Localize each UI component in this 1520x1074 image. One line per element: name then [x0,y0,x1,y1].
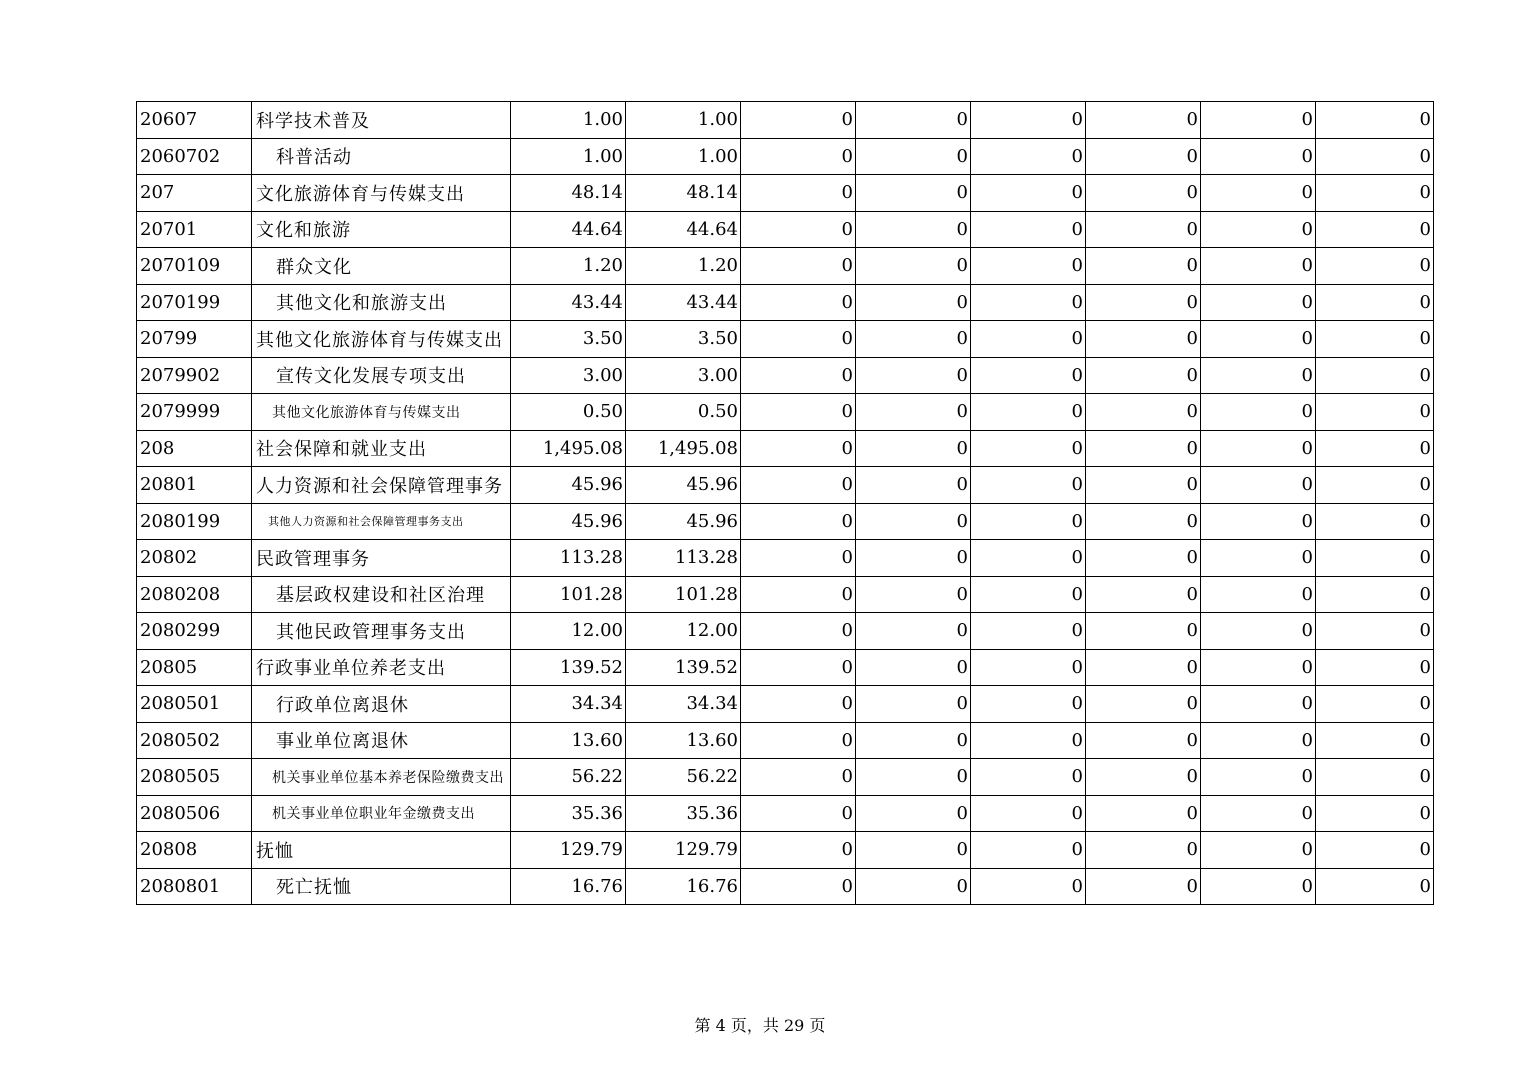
zero-amount-cell: 0 [1201,211,1316,248]
budget-table [136,101,1434,905]
zero-amount-cell: 0 [1086,467,1201,504]
zero-amount-cell: 0 [856,138,971,175]
zero-amount-cell: 0 [856,175,971,212]
zero-amount-cell: 0 [1086,503,1201,540]
total-amount-cell: 35.36 [511,795,626,832]
subject-code-cell: 20801 [137,467,252,504]
table-row [137,686,1434,723]
zero-amount-cell: 0 [1086,868,1201,905]
zero-amount-cell: 0 [1201,649,1316,686]
table-row [137,649,1434,686]
zero-amount-cell: 0 [856,759,971,796]
zero-amount-cell: 0 [1316,832,1434,869]
total-amount-cell: 1.00 [511,138,626,175]
table-row [137,868,1434,905]
zero-amount-cell: 0 [1316,722,1434,759]
zero-amount-cell: 0 [741,248,856,285]
zero-amount-cell: 0 [741,467,856,504]
subject-code-cell: 20805 [137,649,252,686]
zero-amount-cell: 0 [971,430,1086,467]
zero-amount-cell: 0 [1201,722,1316,759]
subject-code-cell: 20802 [137,540,252,577]
zero-amount-cell: 0 [971,175,1086,212]
general-budget-amount-cell: 129.79 [626,832,741,869]
zero-amount-cell: 0 [1201,467,1316,504]
general-budget-amount-cell: 1.00 [626,138,741,175]
general-budget-amount-cell: 3.50 [626,321,741,358]
zero-amount-cell: 0 [741,357,856,394]
subject-code-cell: 20701 [137,211,252,248]
zero-amount-cell: 0 [971,868,1086,905]
zero-amount-cell: 0 [971,467,1086,504]
zero-amount-cell: 0 [971,357,1086,394]
table-body [137,102,1434,905]
general-budget-amount-cell: 12.00 [626,613,741,650]
general-budget-amount-cell: 16.76 [626,868,741,905]
subject-code-cell: 2080208 [137,576,252,613]
zero-amount-cell: 0 [971,321,1086,358]
zero-amount-cell: 0 [1086,138,1201,175]
total-amount-cell: 1.00 [511,102,626,139]
page-number: 第 4 页，共 29 页 [694,1016,826,1035]
zero-amount-cell: 0 [1086,284,1201,321]
subject-code-cell: 2079902 [137,357,252,394]
subject-name-cell: 死亡抚恤 [252,868,511,905]
subject-name-cell: 人力资源和社会保障管理事务 [252,467,511,504]
table-row [137,613,1434,650]
zero-amount-cell: 0 [741,540,856,577]
subject-code-cell: 2070199 [137,284,252,321]
zero-amount-cell: 0 [1316,138,1434,175]
zero-amount-cell: 0 [1201,248,1316,285]
zero-amount-cell: 0 [971,211,1086,248]
zero-amount-cell: 0 [1086,722,1201,759]
general-budget-amount-cell: 0.50 [626,394,741,431]
zero-amount-cell: 0 [1201,686,1316,723]
zero-amount-cell: 0 [1201,540,1316,577]
zero-amount-cell: 0 [1086,102,1201,139]
zero-amount-cell: 0 [741,686,856,723]
general-budget-amount-cell: 56.22 [626,759,741,796]
subject-name-cell: 基层政权建设和社区治理 [252,576,511,613]
subject-code-cell: 208 [137,430,252,467]
total-amount-cell: 45.96 [511,503,626,540]
table-row [137,795,1434,832]
table-row [137,138,1434,175]
zero-amount-cell: 0 [856,284,971,321]
total-amount-cell: 48.14 [511,175,626,212]
zero-amount-cell: 0 [741,503,856,540]
zero-amount-cell: 0 [856,613,971,650]
total-amount-cell: 16.76 [511,868,626,905]
zero-amount-cell: 0 [1316,576,1434,613]
zero-amount-cell: 0 [971,102,1086,139]
zero-amount-cell: 0 [856,248,971,285]
zero-amount-cell: 0 [741,430,856,467]
zero-amount-cell: 0 [1201,759,1316,796]
subject-code-cell: 20808 [137,832,252,869]
general-budget-amount-cell: 1.00 [626,102,741,139]
subject-code-cell: 20607 [137,102,252,139]
zero-amount-cell: 0 [856,832,971,869]
zero-amount-cell: 0 [1086,795,1201,832]
zero-amount-cell: 0 [741,321,856,358]
total-amount-cell: 45.96 [511,467,626,504]
subject-name-cell: 文化和旅游 [252,211,511,248]
total-amount-cell: 3.50 [511,321,626,358]
zero-amount-cell: 0 [1086,832,1201,869]
zero-amount-cell: 0 [1316,649,1434,686]
zero-amount-cell: 0 [741,394,856,431]
zero-amount-cell: 0 [856,467,971,504]
subject-name-cell: 其他文化旅游体育与传媒支出 [252,394,511,431]
general-budget-amount-cell: 3.00 [626,357,741,394]
total-amount-cell: 113.28 [511,540,626,577]
zero-amount-cell: 0 [1086,430,1201,467]
subject-name-cell: 科学技术普及 [252,102,511,139]
zero-amount-cell: 0 [741,649,856,686]
total-amount-cell: 43.44 [511,284,626,321]
general-budget-amount-cell: 101.28 [626,576,741,613]
table-row [137,211,1434,248]
total-amount-cell: 13.60 [511,722,626,759]
zero-amount-cell: 0 [971,722,1086,759]
zero-amount-cell: 0 [741,138,856,175]
table-row [137,540,1434,577]
zero-amount-cell: 0 [971,613,1086,650]
general-budget-amount-cell: 45.96 [626,467,741,504]
zero-amount-cell: 0 [1086,175,1201,212]
zero-amount-cell: 0 [1086,649,1201,686]
zero-amount-cell: 0 [1201,138,1316,175]
zero-amount-cell: 0 [1316,795,1434,832]
zero-amount-cell: 0 [856,430,971,467]
subject-name-cell: 其他文化和旅游支出 [252,284,511,321]
subject-code-cell: 2080299 [137,613,252,650]
zero-amount-cell: 0 [741,284,856,321]
subject-name-cell: 科普活动 [252,138,511,175]
zero-amount-cell: 0 [856,686,971,723]
zero-amount-cell: 0 [1086,686,1201,723]
zero-amount-cell: 0 [1316,503,1434,540]
zero-amount-cell: 0 [971,795,1086,832]
zero-amount-cell: 0 [856,503,971,540]
table-row [137,357,1434,394]
general-budget-amount-cell: 13.60 [626,722,741,759]
total-amount-cell: 139.52 [511,649,626,686]
zero-amount-cell: 0 [1086,540,1201,577]
zero-amount-cell: 0 [1316,759,1434,796]
zero-amount-cell: 0 [856,722,971,759]
zero-amount-cell: 0 [1086,321,1201,358]
subject-name-cell: 文化旅游体育与传媒支出 [252,175,511,212]
zero-amount-cell: 0 [1201,430,1316,467]
subject-name-cell: 其他民政管理事务支出 [252,613,511,650]
zero-amount-cell: 0 [1086,357,1201,394]
subject-name-cell: 行政事业单位养老支出 [252,649,511,686]
general-budget-amount-cell: 35.36 [626,795,741,832]
general-budget-amount-cell: 34.34 [626,686,741,723]
zero-amount-cell: 0 [741,211,856,248]
total-amount-cell: 3.00 [511,357,626,394]
zero-amount-cell: 0 [1316,102,1434,139]
zero-amount-cell: 0 [856,357,971,394]
zero-amount-cell: 0 [1086,759,1201,796]
zero-amount-cell: 0 [741,613,856,650]
subject-name-cell: 机关事业单位基本养老保险缴费支出 [252,759,511,796]
table-row [137,430,1434,467]
zero-amount-cell: 0 [971,138,1086,175]
subject-name-cell: 群众文化 [252,248,511,285]
general-budget-amount-cell: 44.64 [626,211,741,248]
zero-amount-cell: 0 [1201,613,1316,650]
total-amount-cell: 129.79 [511,832,626,869]
subject-name-cell: 其他人力资源和社会保障管理事务支出 [252,503,511,540]
zero-amount-cell: 0 [1316,211,1434,248]
table-row [137,284,1434,321]
table-row [137,102,1434,139]
zero-amount-cell: 0 [1086,248,1201,285]
total-amount-cell: 44.64 [511,211,626,248]
zero-amount-cell: 0 [971,649,1086,686]
total-amount-cell: 34.34 [511,686,626,723]
subject-code-cell: 2080506 [137,795,252,832]
subject-name-cell: 社会保障和就业支出 [252,430,511,467]
zero-amount-cell: 0 [1316,394,1434,431]
zero-amount-cell: 0 [1316,357,1434,394]
zero-amount-cell: 0 [741,576,856,613]
zero-amount-cell: 0 [856,102,971,139]
zero-amount-cell: 0 [1201,102,1316,139]
zero-amount-cell: 0 [856,576,971,613]
subject-code-cell: 207 [137,175,252,212]
table-row [137,467,1434,504]
table-row [137,576,1434,613]
zero-amount-cell: 0 [1086,613,1201,650]
table-row [137,759,1434,796]
zero-amount-cell: 0 [856,795,971,832]
zero-amount-cell: 0 [971,832,1086,869]
zero-amount-cell: 0 [1201,795,1316,832]
subject-code-cell: 2080502 [137,722,252,759]
zero-amount-cell: 0 [1316,868,1434,905]
subject-code-cell: 20799 [137,321,252,358]
zero-amount-cell: 0 [971,248,1086,285]
zero-amount-cell: 0 [971,284,1086,321]
subject-name-cell: 机关事业单位职业年金缴费支出 [252,795,511,832]
zero-amount-cell: 0 [971,540,1086,577]
subject-code-cell: 2060702 [137,138,252,175]
zero-amount-cell: 0 [1201,832,1316,869]
total-amount-cell: 1,495.08 [511,430,626,467]
zero-amount-cell: 0 [741,722,856,759]
zero-amount-cell: 0 [1316,284,1434,321]
general-budget-amount-cell: 48.14 [626,175,741,212]
zero-amount-cell: 0 [741,832,856,869]
zero-amount-cell: 0 [1201,321,1316,358]
zero-amount-cell: 0 [1316,430,1434,467]
total-amount-cell: 12.00 [511,613,626,650]
zero-amount-cell: 0 [1086,211,1201,248]
zero-amount-cell: 0 [1201,576,1316,613]
subject-code-cell: 2080199 [137,503,252,540]
total-amount-cell: 56.22 [511,759,626,796]
table-row [137,503,1434,540]
zero-amount-cell: 0 [856,211,971,248]
total-amount-cell: 0.50 [511,394,626,431]
general-budget-amount-cell: 139.52 [626,649,741,686]
zero-amount-cell: 0 [1201,357,1316,394]
zero-amount-cell: 0 [1201,394,1316,431]
general-budget-amount-cell: 1.20 [626,248,741,285]
zero-amount-cell: 0 [1316,540,1434,577]
table-row [137,394,1434,431]
zero-amount-cell: 0 [1316,175,1434,212]
total-amount-cell: 101.28 [511,576,626,613]
zero-amount-cell: 0 [1086,394,1201,431]
general-budget-amount-cell: 113.28 [626,540,741,577]
zero-amount-cell: 0 [1316,613,1434,650]
zero-amount-cell: 0 [1201,175,1316,212]
table-row [137,248,1434,285]
zero-amount-cell: 0 [971,686,1086,723]
zero-amount-cell: 0 [856,540,971,577]
zero-amount-cell: 0 [1086,576,1201,613]
zero-amount-cell: 0 [971,759,1086,796]
table-row [137,722,1434,759]
subject-name-cell: 抚恤 [252,832,511,869]
zero-amount-cell: 0 [971,576,1086,613]
total-amount-cell: 1.20 [511,248,626,285]
zero-amount-cell: 0 [856,649,971,686]
zero-amount-cell: 0 [1316,248,1434,285]
table-row [137,832,1434,869]
zero-amount-cell: 0 [741,868,856,905]
general-budget-amount-cell: 43.44 [626,284,741,321]
subject-code-cell: 2080505 [137,759,252,796]
subject-name-cell: 行政单位离退休 [252,686,511,723]
subject-code-cell: 2070109 [137,248,252,285]
table-row [137,175,1434,212]
table-row [137,321,1434,358]
zero-amount-cell: 0 [741,759,856,796]
zero-amount-cell: 0 [741,795,856,832]
subject-code-cell: 2079999 [137,394,252,431]
zero-amount-cell: 0 [1316,467,1434,504]
subject-name-cell: 宣传文化发展专项支出 [252,357,511,394]
general-budget-amount-cell: 1,495.08 [626,430,741,467]
subject-code-cell: 2080801 [137,868,252,905]
zero-amount-cell: 0 [1201,503,1316,540]
zero-amount-cell: 0 [971,394,1086,431]
subject-code-cell: 2080501 [137,686,252,723]
zero-amount-cell: 0 [741,102,856,139]
zero-amount-cell: 0 [971,503,1086,540]
zero-amount-cell: 0 [1316,321,1434,358]
subject-name-cell: 其他文化旅游体育与传媒支出 [252,321,511,358]
zero-amount-cell: 0 [741,175,856,212]
subject-name-cell: 事业单位离退休 [252,722,511,759]
zero-amount-cell: 0 [1201,284,1316,321]
subject-name-cell: 民政管理事务 [252,540,511,577]
general-budget-amount-cell: 45.96 [626,503,741,540]
zero-amount-cell: 0 [856,394,971,431]
zero-amount-cell: 0 [856,321,971,358]
zero-amount-cell: 0 [1201,868,1316,905]
zero-amount-cell: 0 [856,868,971,905]
zero-amount-cell: 0 [1316,686,1434,723]
